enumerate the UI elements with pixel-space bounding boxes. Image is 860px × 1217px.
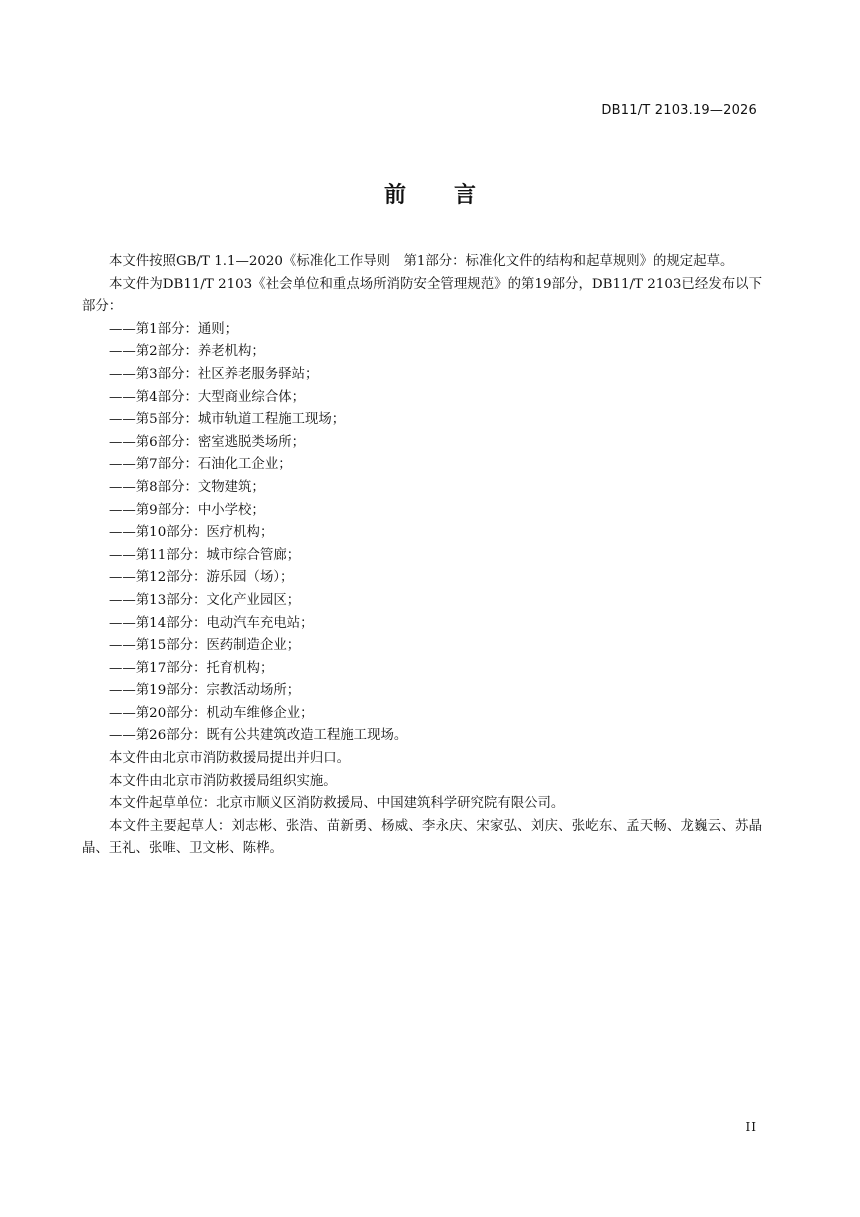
list-item: ——第9部分：中小学校； xyxy=(109,502,265,518)
list-item: ——第10部分：医疗机构； xyxy=(109,525,274,541)
document-code: DB11/T 2103.19—2026 xyxy=(601,103,757,118)
list-item: ——第17部分：托育机构； xyxy=(109,660,274,676)
list-item: ——第1部分：通则； xyxy=(109,321,239,337)
drafting-units: 本文件起草单位：北京市顺义区消防救援局、中国建筑科学研究院有限公司。 xyxy=(109,796,565,812)
closing-paragraph-1: 本文件由北京市消防救援局提出并归口。 xyxy=(109,751,351,767)
list-item: ——第12部分：游乐园（场）； xyxy=(109,570,294,586)
list-item: ——第2部分：养老机构； xyxy=(109,344,265,360)
parts-list xyxy=(82,319,762,748)
intro-paragraph-2: 本文件为DB11/T 2103《社会单位和重点场所消防安全管理规范》的第19部分，DB11/T 2103已经发布以下部分： xyxy=(82,276,762,315)
list-item: ——第7部分：石油化工企业； xyxy=(109,457,292,473)
title-char-2: 言 xyxy=(454,183,477,208)
list-item: ——第8部分：文物建筑； xyxy=(109,479,265,495)
list-item: ——第13部分：文化产业园区； xyxy=(109,592,301,608)
list-item: ——第4部分：大型商业综合体； xyxy=(109,389,305,405)
list-item: ——第6部分：密室逃脱类场所； xyxy=(109,434,305,450)
list-item: ——第11部分：城市综合管廊； xyxy=(109,547,301,563)
list-item: ——第3部分：社区养老服务驿站； xyxy=(109,366,319,382)
preface-body xyxy=(82,251,762,861)
closing-paragraph-2: 本文件由北京市消防救援局组织实施。 xyxy=(109,773,337,789)
title-char-1: 前 xyxy=(383,183,406,208)
drafters: 本文件主要起草人：刘志彬、张浩、苗新勇、杨威、李永庆、宋家弘、刘庆、张屹东、孟天畅、龙巍云、苏晶晶、王礼、张唯、卫文彬、陈桦。 xyxy=(82,818,762,857)
list-item: ——第5部分：城市轨道工程施工现场； xyxy=(109,412,346,428)
page-title xyxy=(0,178,860,209)
list-item: ——第26部分：既有公共建筑改造工程施工现场。 xyxy=(109,728,408,744)
page-number: II xyxy=(745,1120,757,1134)
list-item: ——第14部分：电动汽车充电站； xyxy=(109,615,314,631)
list-item: ——第15部分：医药制造企业； xyxy=(109,638,301,654)
list-item: ——第20部分：机动车维修企业； xyxy=(109,705,314,721)
intro-paragraph-1: 本文件按照GB/T 1.1—2020《标准化工作导则 第1部分：标准化文件的结构和起草规则》的规定起草。 xyxy=(109,254,734,269)
list-item: ——第19部分：宗教活动场所； xyxy=(109,683,301,699)
